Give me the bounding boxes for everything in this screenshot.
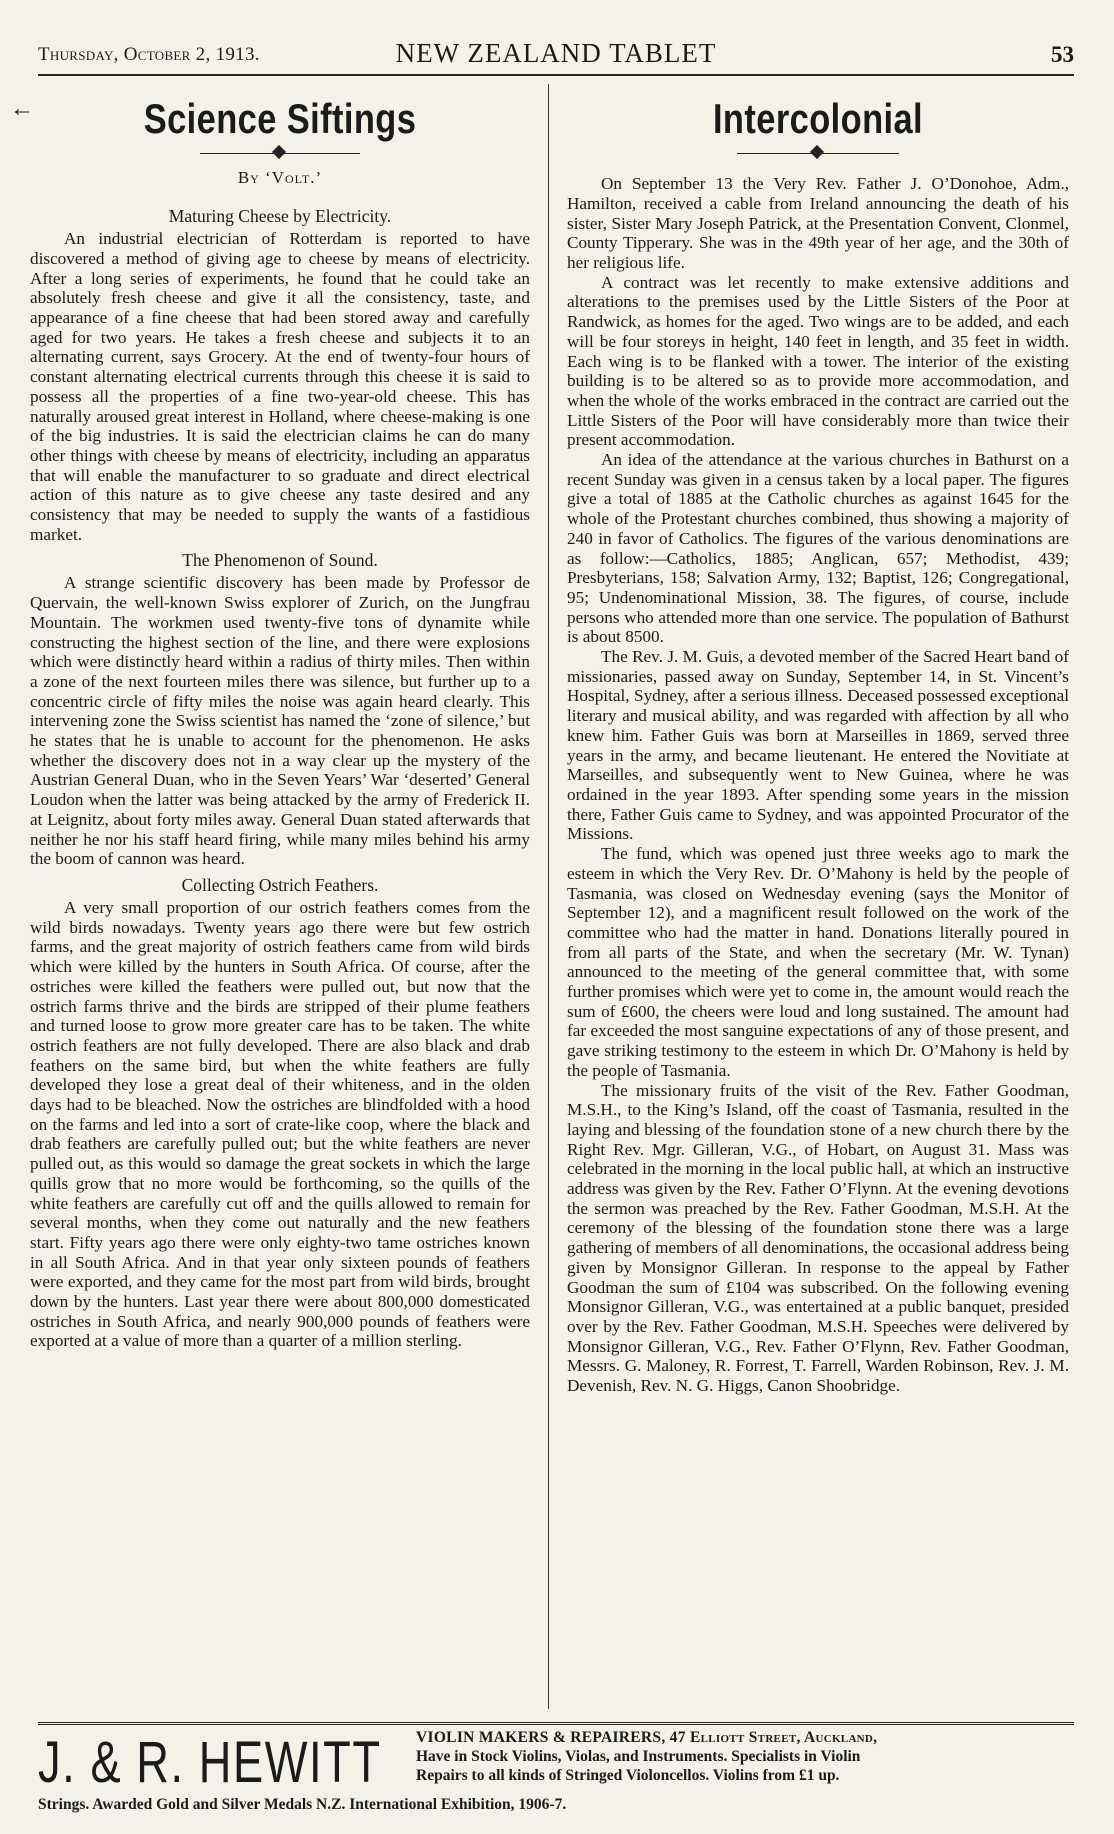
article-paragraph xyxy=(567,647,1069,844)
column-title-science-siftings: Science Siftings xyxy=(143,95,417,142)
page-header xyxy=(38,38,1074,72)
article-paragraph xyxy=(567,450,1069,647)
article-paragraph xyxy=(567,174,1069,273)
advert-text-block xyxy=(416,1728,1074,1785)
paragraph-text: The Rev. J. M. Guis, a devoted member of the Sacred Heart band of missionaries, passed away on Sunday, September 14, in St. Vincent’s Hospital, Sydney, after a serious illness. Deceased possessed exceptional literary and musical ability, and was regarded with affection by all who knew him. Father Guis was born at Marseilles in 1869, served three years in the army, and became lieutenant. He entered the Novitiate at Marseilles, and subsequently went to New Guinea, where he was ordained in the year 1893. After spending some years in the mission there, Father Guis came to Sydney, and was appointed Procurator of the Missions. xyxy=(567,647,1069,844)
column-title-intercolonial: Intercolonial xyxy=(712,95,924,142)
title-ornament-icon xyxy=(30,146,530,160)
advert-line: Strings. Awarded Gold and Silver Medals N.Z. International Exhibition, 1906-7. xyxy=(38,1796,567,1813)
title-ornament-icon xyxy=(567,146,1069,160)
masthead-title: NEW ZEALAND TABLET xyxy=(395,38,717,68)
science-siftings-column xyxy=(30,84,530,1351)
paragraph-text: The fund, which was opened just three weeks ago to mark the esteem in which the Very Rev. Dr. O’Mahony is held by the people of Tasmania, was closed on Wednesday evening (says the Monitor of September 12), and a magnificent result followed on the work of the committee who had the matter in hand. Donations literally poured in from all parts of the State, and when the secretary (Mr. W. Tynan) announced to the meeting of the general committee that, with some further promises which were yet to come in, the amount would reach the sum of £600, the cheers were loud and long sustained. The amount had far exceeded the most sanguine expectations of any of those present, and gave striking testimony to the esteem in which Dr. O’Mahony is held by the people of Tasmania. xyxy=(567,844,1069,1080)
byline: By ‘Volt.’ xyxy=(237,168,323,188)
article-paragraph xyxy=(567,1081,1069,1396)
page-number: 53 xyxy=(1051,42,1074,67)
section-heading-cheese: Maturing Cheese by Electricity. xyxy=(168,206,392,227)
paragraph-text: An idea of the attendance at the various churches in Bathurst on a recent Sunday was given in a census taken by a local paper. The figures give a total of 1885 at the Catholic churches as against 1645 for the whole of the Protestant churches combined, thus showing a majority of 240 in favor of Catholics. The figures of the various denominations are as follow:—Catholics, 1885; Anglican, 657; Methodist, 439; Presbyterians, 158; Salvation Army, 132; Baptist, 126; Congregational, 95; Undenominational Mission, 38. The figures, of course, include persons who attended more than one service. The population of Bathurst is about 8500. xyxy=(567,450,1069,647)
margin-arrow-icon: ← xyxy=(10,96,34,122)
article-paragraph xyxy=(30,573,530,869)
issue-date: Thursday, October 2, 1913. xyxy=(38,44,260,65)
paragraph-text: A strange scientific discovery has been made by Professor de Quervain, the well-known Swiss explorer of Zurich, on the Jungfrau Mountain. The workmen used twenty-five tons of dynamite while constructing the highest section of the line, and there were explosions which were distinctly heard within a radius of thirty miles. Then within a zone of the next fourteen miles there was silence, but further up to a concentric circle of fifty miles the noise was again heard clearly. This intervening zone the Swiss scientist has named the ‘zone of silence,’ but he states that he is unable to account for the phenomenon. He asks whether the discovery does not in a way clear up the mystery of the Austrian General Duan, who in the Seven Years’ War ‘deserted’ General Loudon when the latter was being attacked by the army of Frederick II. at Leignitz, about forty miles away. General Duan stated afterwards that neither he nor his staff heard firing, while many miles behind his army the boom of cannon was heard. xyxy=(30,573,530,869)
intercolonial-column xyxy=(567,84,1069,1396)
paragraph-text: An industrial electrician of Rotterdam is reported to have discovered a method of giving age to cheese by means of electricity. After a long series of experiments, he found that he could take an absolutely fresh cheese and give it all the consistency, taste, and appearance of a fine cheese that had been stored away and carefully aged for two years. He takes a fresh cheese and subjects it to an alternating current, says Grocery. At the end of twenty-four hours of constant alternating electrical currents through this cheese it is said to possess all the properties of a fine two-year-old cheese. This has naturally aroused great interest in Holland, where cheese-making is one of the big industries. It is said the electrician claims he can do many other things with cheese by means of electricity, including an apparatus that will enable the manufacturer to so graduate and direct electrical action of this nature as to give cheese any taste desired and any consistency that may be needed to supply the wants of a fastidious market. xyxy=(30,229,530,544)
section-heading-sound: The Phenomenon of Sound. xyxy=(182,550,378,571)
article-paragraph xyxy=(30,229,530,544)
paragraph-text: The missionary fruits of the visit of the Rev. Father Goodman, M.S.H., to the King’s Island, off the coast of Tasmania, resulted in the laying and blessing of the foundation stone of a new church there by the Right Rev. Mgr. Gilleran, V.G., of Hobart, on August 31. Mass was celebrated in the morning in the local public hall, at which an instructive address was given by the Rev. Father O’Flynn. At the evening devotions the sermon was preached by the Rev. Father Goodman, M.S.H. At the ceremony of the blessing of the foundation stone there was a large gathering of members of all denominations, the occasional address being given by Monsignor Gilleran. In response to the appeal by Father Goodman the sum of £104 was subscribed. On the following evening Monsignor Gilleran, V.G., was entertained at a public banquet, presided over by the Rev. Father Goodman, M.S.H. Speeches were delivered by Monsignor Gilleran, V.G., Rev. Father O’Flynn, Rev. Father Goodman, Messrs. G. Maloney, R. Forrest, T. Farrell, Warden Robinson, Rev. J. M. Devenish, Rev. N. G. Higgs, Canon Shoobridge. xyxy=(567,1080,1069,1396)
section-heading-ostrich: Collecting Ostrich Feathers. xyxy=(181,874,379,895)
advert-rule xyxy=(38,1722,1074,1725)
hewitt-advertisement xyxy=(38,1728,1074,1824)
advert-business-name: J. & R. HEWITT xyxy=(38,1730,382,1795)
paragraph-text: A contract was let recently to make extensive additions and alterations to the premises used by the Little Sisters of the Poor at Randwick, as homes for the aged. Two wings are to be added, and each will be four storeys in height, 140 feet in length, and 35 feet in width. Each wing is to be flanked with a tower. The interior of the existing building is to be altered so as to provide more accommodation, and when the whole of the works embraced in the contract are carried out the Little Sisters of the Poor will have considerably more than twice their present accommodation. xyxy=(567,272,1069,450)
paragraph-text: On September 13 the Very Rev. Father J. O’Donohoe, Adm., Hamilton, received a cable from Ireland announcing the death of his sister, Sister Mary Joseph Patrick, at the Presentation Convent, Clonmel, County Tipperary. She was in the 49th year of her age, and the 30th of her religious life. xyxy=(567,174,1069,272)
article-paragraph xyxy=(567,844,1069,1080)
article-paragraph xyxy=(567,273,1069,450)
advert-line: Have in Stock Violins, Violas, and Instruments. Specialists in Violin xyxy=(416,1748,861,1765)
column-divider xyxy=(548,84,549,1709)
advert-line: VIOLIN MAKERS & REPAIRERS, 47 Elliott Street, Auckland, xyxy=(416,1729,878,1746)
paragraph-text: A very small proportion of our ostrich feathers comes from the wild birds nowadays. Twenty years ago there were but few ostrich farms, and the great majority of ostrich feathers came from wild birds which were killed by the hunters in South Africa. Of course, after the ostriches were killed the feathers were pulled out, but now that the ostrich farms thrive and the birds are stripped of their plume feathers and turned loose to grow more greater care has to be taken. The white ostrich feathers are not fully developed. There are also black and drab feathers on the same bird, but when the white feathers are fully developed they lose a great deal of their whiteness, and in the olden days had to be bleached. Now the ostriches are blindfolded with a hood on the farms and led into a sort of crate-like coop, where the black and drab feathers are carefully pulled out; but the white feathers are never pulled out, as this would so damage the great sockets in which the large quills grow that no more would be forthcoming, so the quills of the white feathers are carefully cut off and the quills allowed to remain for several months, when they come out naturally and the new feathers start. Fifty years ago there were only eighty-two tame ostriches known in all South Africa. And in that year only sixteen pounds of feathers were exported, and they came for the most part from wild birds, brought down by the hunters. Last year there were about 800,000 domesticated ostriches in South Africa, and nearly 900,000 pounds of feathers were exported at a value of more than a quarter of a million sterling. xyxy=(30,897,530,1351)
header-rule xyxy=(38,74,1074,76)
advert-line: Repairs to all kinds of Stringed Violoncellos. Violins from £1 up. xyxy=(416,1767,840,1784)
article-paragraph xyxy=(30,898,530,1351)
